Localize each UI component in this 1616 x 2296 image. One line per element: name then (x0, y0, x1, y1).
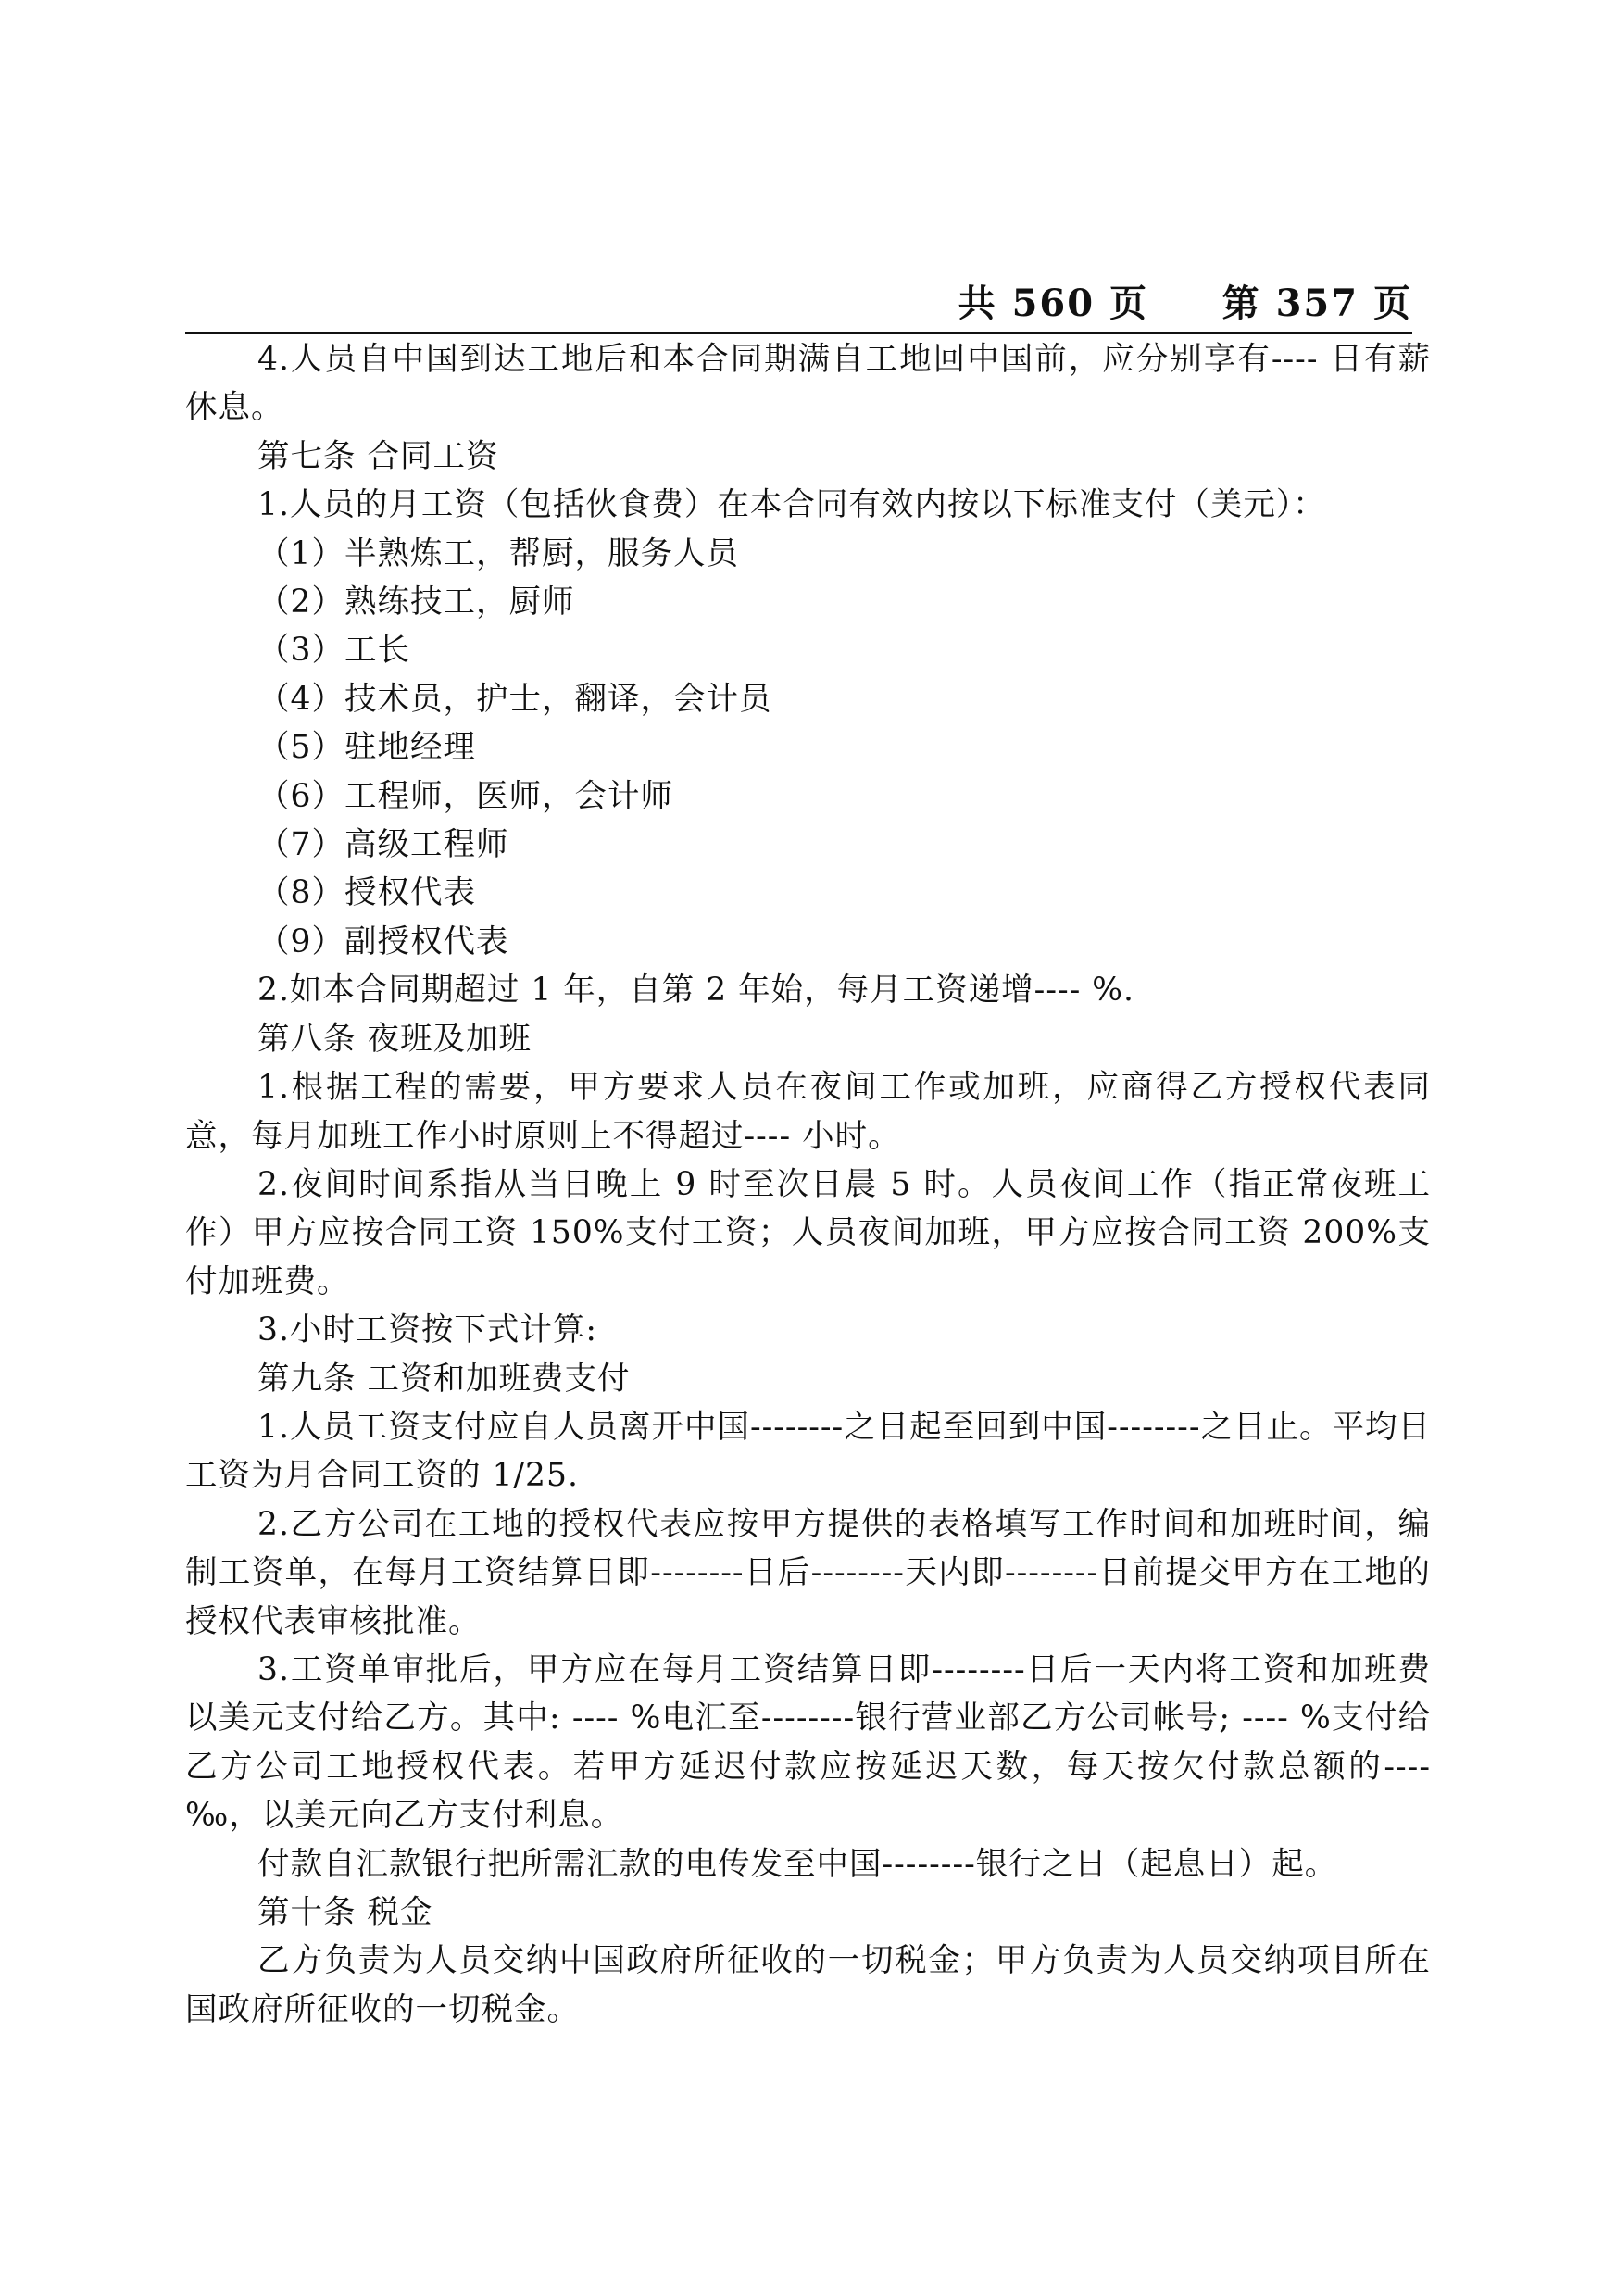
clause-9-4: 付款自汇款银行把所需汇款的电传发至中国--------银行之日（起息日）起。 (257, 1845, 1338, 1883)
page-header (185, 278, 1412, 334)
wage-item-8: （8）授权代表 (257, 874, 476, 912)
clause-9-2: 2.乙方公司在工地的授权代表应按甲方提供的表格填写工作时间和加班时间，编制工资单，在每月工资结算日即--------日后--------天内即--------日前提交甲方在工地的授权代表审核批准。 (185, 1505, 1431, 1640)
clause-7-2: 2.如本合同期超过 1 年，自第 2 年始，每月工资递增---- %. (257, 972, 1135, 1010)
wage-item-7: （7）高级工程师 (257, 826, 509, 864)
page-count: 共 560 页 第 357 页 (958, 282, 1412, 325)
document-body (185, 335, 1431, 2034)
wage-item-5: （5）驻地经理 (257, 729, 476, 767)
wage-item-4: （4）技术员，护士，翻译，会计员 (257, 680, 772, 718)
clause-9-1: 1.人员工资支付应自人员离开中国--------之日起至回到中国--------之日止。平均日工资为月合同工资的 1/25. (185, 1408, 1431, 1495)
clause-7-1: 1.人员的月工资（包括伙食费）在本合同有效内按以下标准支付（美元）： (257, 486, 1326, 524)
clause-9-3: 3.工资单审批后，甲方应在每月工资结算日即--------日后一天内将工资和加班费以美元支付给乙方。其中: ---- %电汇至--------银行营业部乙方公司帐号; ---- %支付给乙方公司工地授权代表。若甲方延迟付款应按延迟天数，每天按欠付款总额的---- ‰，以美元向乙方支付利息。 (185, 1650, 1431, 1835)
clause-10-1: 乙方负责为人员交纳中国政府所征收的一切税金；甲方负责为人员交纳项目所在国政府所征收的一切税金。 (185, 1942, 1431, 2028)
article-7-heading: 第七条 合同工资 (257, 437, 499, 475)
clause-8-2: 2.夜间时间系指从当日晚上 9 时至次日晨 5 时。人员夜间工作（指正常夜班工作）甲方应按合同工资 150%支付工资；人员夜间加班，甲方应按合同工资 200%支付加班费。 (185, 1165, 1431, 1300)
wage-item-6: （6）工程师，医师，会计师 (257, 777, 673, 815)
article-9-heading: 第九条 工资和加班费支付 (257, 1360, 631, 1398)
clause-6-4: 4.人员自中国到达工地后和本合同期满自工地回中国前，应分别享有---- 日有薪休息。 (185, 341, 1431, 427)
wage-item-1: （1）半熟炼工，帮厨，服务人员 (257, 534, 739, 572)
clause-8-3: 3.小时工资按下式计算: (257, 1311, 598, 1349)
clause-8-1: 1.根据工程的需要，甲方要求人员在夜间工作或加班，应商得乙方授权代表同意，每月加班工作小时原则上不得超过---- 小时。 (185, 1069, 1431, 1155)
wage-item-2: （2）熟练技工，厨师 (257, 583, 575, 621)
wage-item-3: （3）工长 (257, 632, 410, 670)
article-10-heading: 第十条 税金 (257, 1894, 433, 1931)
wage-item-9: （9）副授权代表 (257, 922, 509, 960)
article-8-heading: 第八条 夜班及加班 (257, 1020, 532, 1058)
